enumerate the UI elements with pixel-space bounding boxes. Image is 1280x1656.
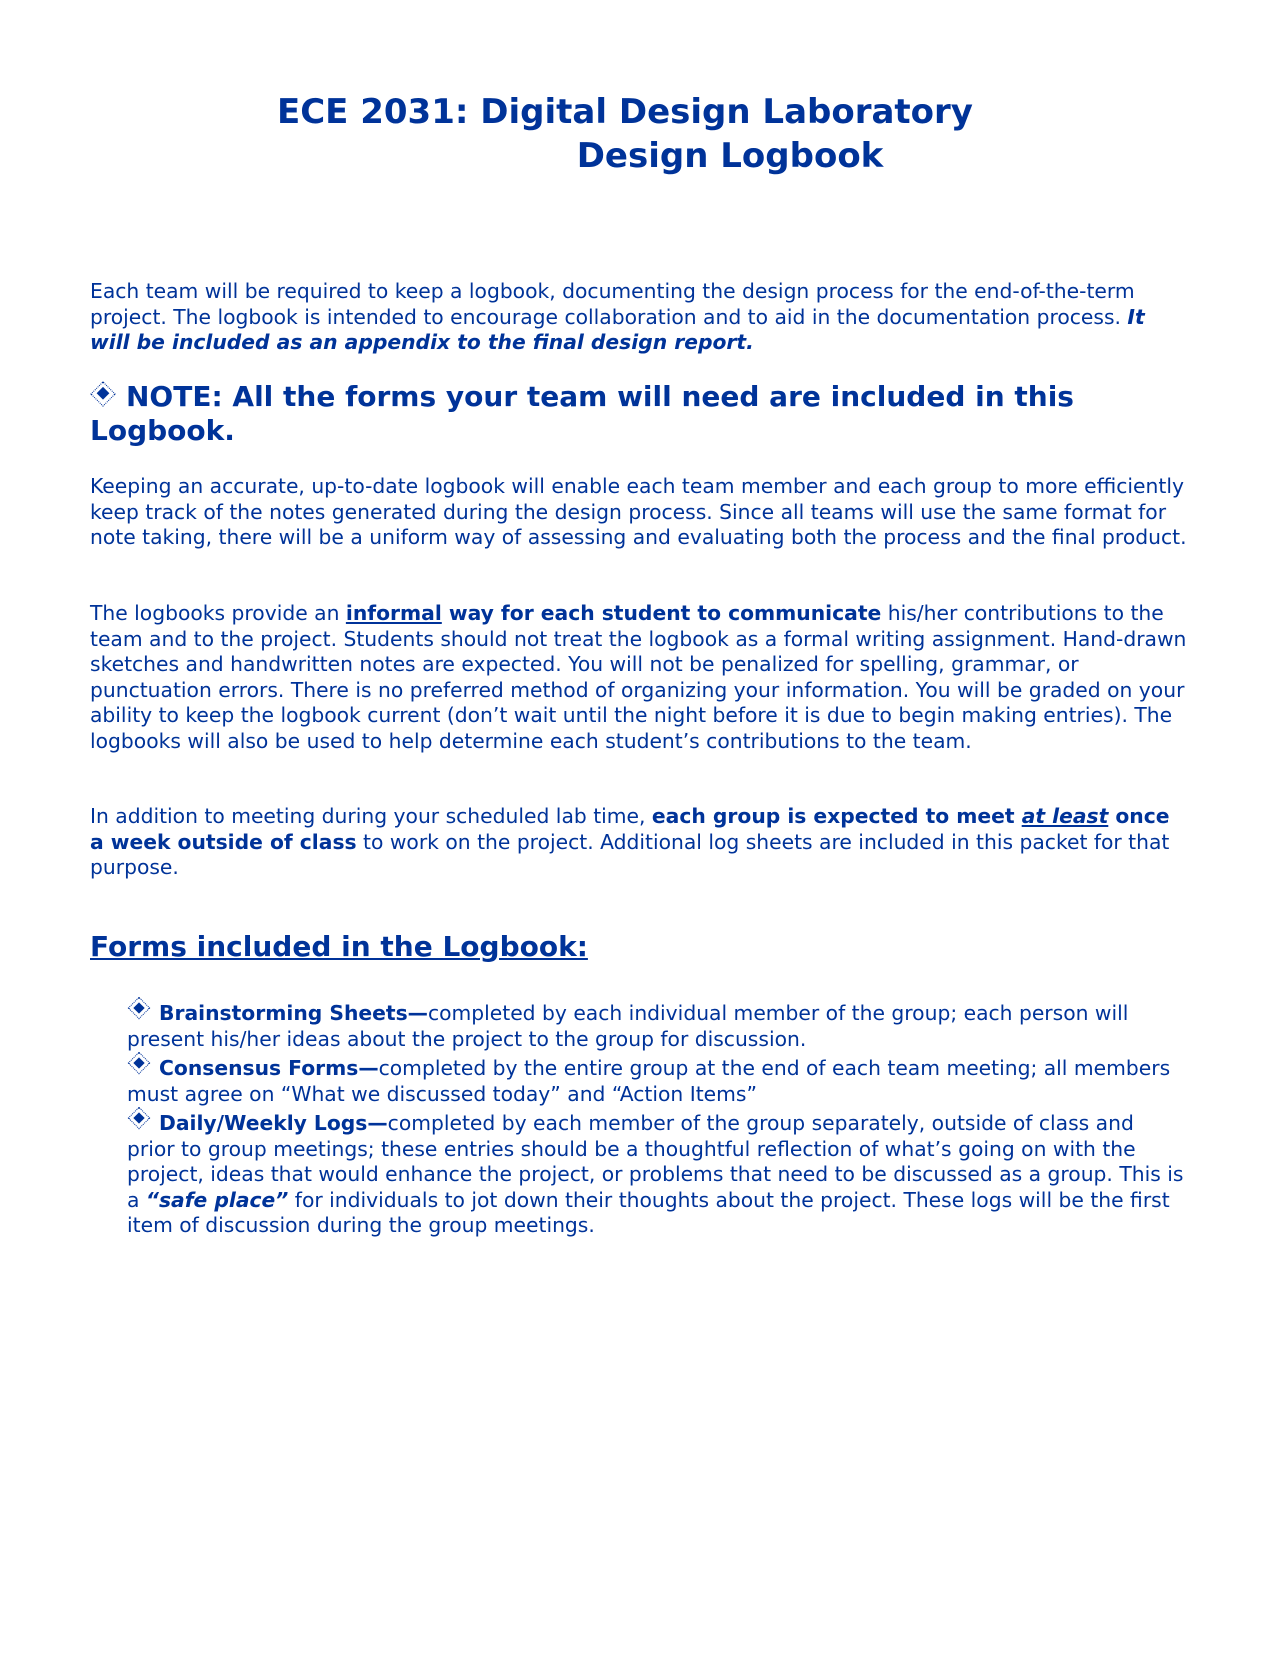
keeping-paragraph: Keeping an accurate, up-to-date logbook will enable each team member and each group to more efficiently keep track of the notes generated during the design process. Since all teams will use the same format for note taking, there will be a uniform way of assessing and evaluating both the process and the final product. bbox=[90, 474, 1187, 549]
diamond-bullet-icon bbox=[90, 381, 115, 406]
form-name: Brainstorming Sheets— bbox=[159, 1001, 428, 1025]
form-name: Consensus Forms— bbox=[159, 1056, 379, 1080]
document-subtitle: Design Logbook bbox=[576, 136, 884, 176]
list-item: Daily/Weekly Logs—completed by each member of the group separately, outside of class and prior to group meetings; these entries should be a thoughtful reflection of what’s going on with the project, ideas that would enhance the project, or problems that need to be discussed as a group. This is a “safe place” for individuals to jot down their thoughts about the project. These logs will be the first item of discussion during the group meetings. bbox=[127, 1110, 1187, 1239]
diamond-bullet-icon bbox=[128, 997, 151, 1020]
informal-emphasis: informal bbox=[345, 601, 442, 625]
intro-paragraph: Each team will be required to keep a logbook, documenting the design process for the end-of-the-term project. The logbook is intended to encourage collaboration and to aid in the documentation process. It will be included as an appendix to the final design report. bbox=[90, 279, 1145, 354]
list-item: Brainstorming Sheets—completed by each individual member of the group; each person will present his/her ideas about the project to the group for discussion. bbox=[127, 1000, 1187, 1052]
safe-place-emphasis: “safe place” bbox=[145, 1187, 289, 1212]
diamond-bullet-icon bbox=[128, 1107, 151, 1130]
meeting-paragraph: In addition to meeting during your scheduled lab time, each group is expected to meet at least once a week outside of class to work on the project. Additional log sheets are included in this packet for that purpose. bbox=[90, 804, 1170, 879]
informal-paragraph: The logbooks provide an informal way for each student to communicate his/her contributions to the team and to the project. Students should not treat the logbook as a formal writing assignment. Hand-drawn sketches and handwritten notes are expected. You will not be penalized for spelling, grammar, or punctuation errors. There is no preferred method of organizing your information. You will be graded on your ability to keep the logbook current (don’t wait until the night before it is due to begin making entries). The logbooks will also be used to help determine each student’s contributions to the team. bbox=[90, 601, 1187, 753]
forms-list bbox=[127, 1000, 1187, 1242]
at-least-emphasis: at least bbox=[1021, 804, 1109, 828]
document-title: ECE 2031: Digital Design Laboratory bbox=[277, 92, 973, 132]
note-callout: NOTE: All the forms your team will need are included in this Logbook. bbox=[90, 380, 1074, 447]
form-name: Daily/Weekly Logs— bbox=[159, 1111, 388, 1135]
list-item: Consensus Forms—completed by the entire group at the end of each team meeting; all members must agree on “What we discussed today” and “Action Items” bbox=[127, 1055, 1187, 1107]
diamond-bullet-icon bbox=[128, 1052, 151, 1075]
forms-heading: Forms included in the Logbook: bbox=[90, 930, 588, 963]
intro-emphasis: It will be included as an appendix to the final design report. bbox=[90, 304, 1145, 354]
